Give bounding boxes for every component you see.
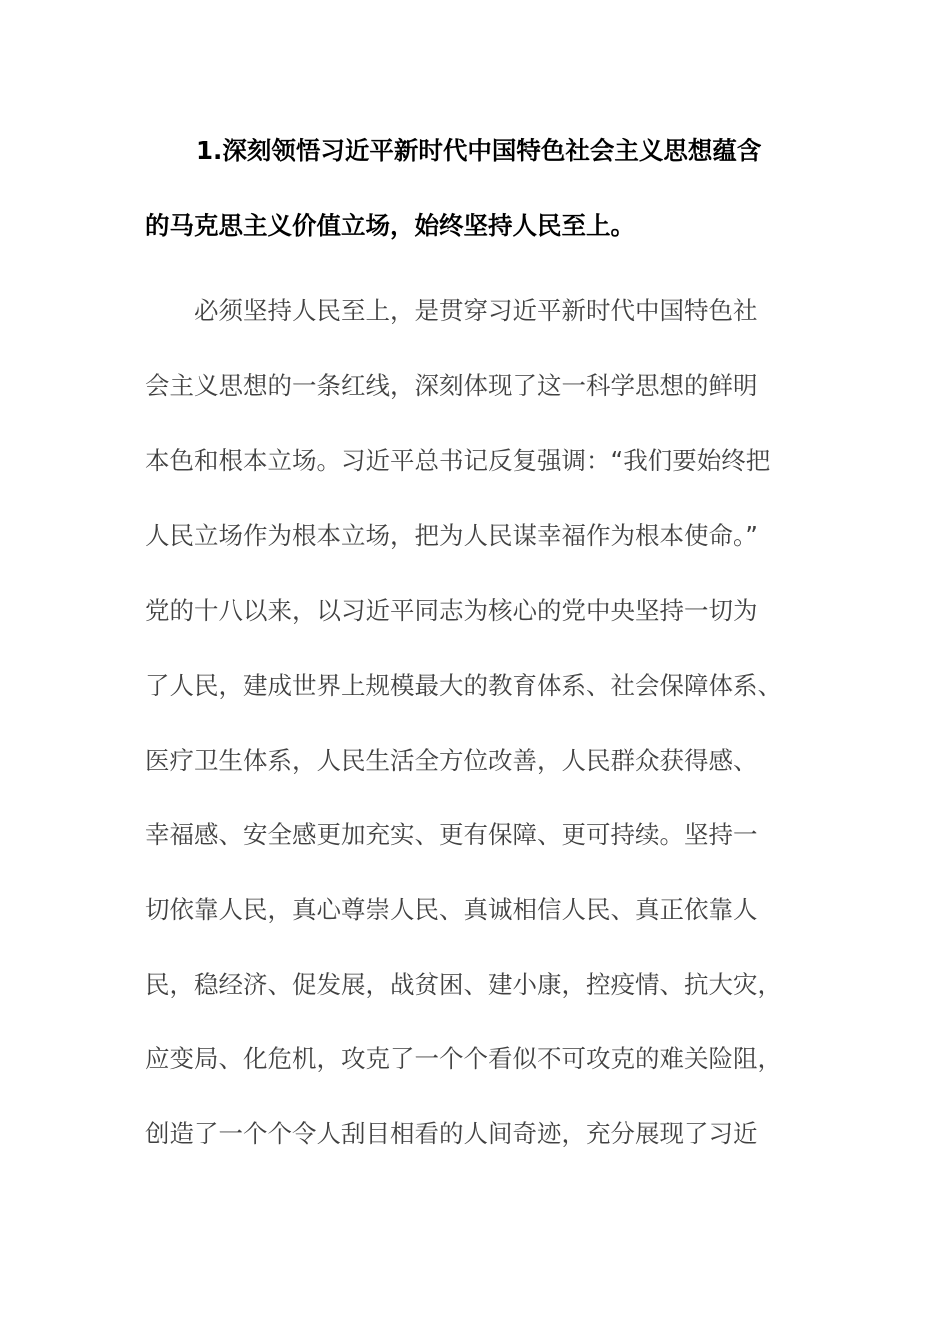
body-paragraph-line-10: 民，稳经济、促发展，战贫困、建小康，控疫情、抗大灾， [145, 970, 782, 999]
body-paragraph-line-7: 医疗卫生体系，人民生活全方位改善，人民群众获得感、 [145, 746, 758, 775]
body-paragraph-line-2: 会主义思想的一条红线，深刻体现了这一科学思想的鲜明 [145, 371, 758, 400]
body-paragraph-line-5: 党的十八以来，以习近平同志为核心的党中央坚持一切为 [145, 596, 758, 625]
section-heading-line-2: 的马克思主义价值立场，始终坚持人民至上。 [145, 211, 635, 240]
body-paragraph-line-4: 人民立场作为根本立场，把为人民谋幸福作为根本使命。” [145, 521, 758, 550]
body-paragraph-line-3: 本色和根本立场。习近平总书记反复强调：“我们要始终把 [145, 446, 771, 475]
body-paragraph-line-8: 幸福感、安全感更加充实、更有保障、更可持续。坚持一 [145, 820, 758, 849]
body-paragraph-line-11: 应变局、化危机，攻克了一个个看似不可攻克的难关险阻， [145, 1044, 782, 1073]
body-paragraph-line-9: 切依靠人民，真心尊崇人民、真诚相信人民、真正依靠人 [145, 895, 758, 924]
body-paragraph-line-1: 必须坚持人民至上，是贯穿习近平新时代中国特色社 [194, 296, 758, 325]
body-paragraph-line-6: 了人民，建成世界上规模最大的教育体系、社会保障体系、 [145, 671, 782, 700]
section-heading-line-1: 1.深刻领悟习近平新时代中国特色社会主义思想蕴含 [196, 136, 762, 165]
body-paragraph-line-12: 创造了一个个令人刮目相看的人间奇迹，充分展现了习近 [145, 1119, 758, 1148]
